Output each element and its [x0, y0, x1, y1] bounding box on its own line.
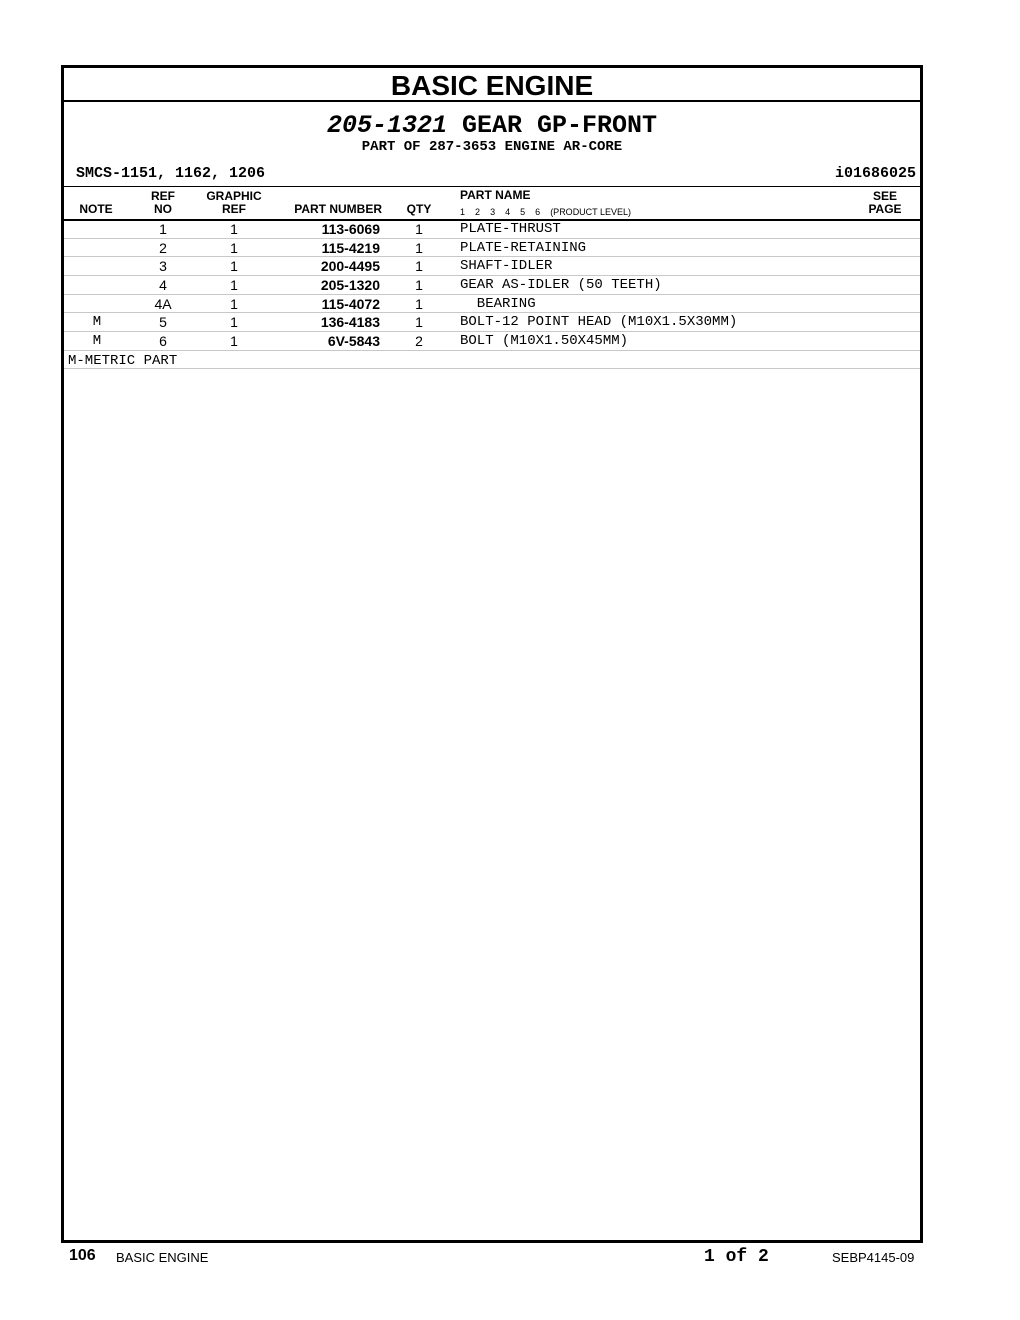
- header-ref-top: REF: [151, 189, 175, 203]
- row-note: M: [92, 314, 102, 331]
- smcs-codes: SMCS-1151, 1162, 1206: [76, 165, 266, 182]
- product-levels: [460, 207, 631, 217]
- row-graphic-ref: 1: [230, 314, 238, 331]
- page-title: BASIC ENGINE: [64, 68, 920, 102]
- row-ref-no: 1: [159, 221, 167, 237]
- level-6: 6: [535, 207, 541, 217]
- document-id: SEBP4145-09: [832, 1250, 915, 1265]
- row-qty: 1: [415, 295, 423, 312]
- level-2: 2: [475, 207, 481, 217]
- sheet-count: 1 of 2: [704, 1247, 769, 1267]
- table-row: [64, 257, 920, 276]
- row-part-name: BOLT (M10X1.50X45MM): [460, 333, 629, 350]
- row-ref-no: 5: [159, 314, 167, 331]
- header-note: NOTE: [79, 202, 113, 216]
- row-ref-no: 6: [159, 333, 167, 350]
- row-ref-no: 4A: [154, 295, 172, 312]
- table-row: [64, 295, 920, 314]
- level-4: 4: [505, 207, 511, 217]
- row-part-number: 200-4495: [320, 258, 380, 275]
- header-see-top: SEE: [872, 189, 897, 203]
- page-footer: [0, 1247, 1020, 1271]
- row-part-number: 115-4219: [321, 239, 380, 256]
- group-heading: [64, 111, 920, 141]
- product-level-label: (PRODUCT LEVEL): [550, 207, 632, 217]
- row-qty: 1: [415, 221, 423, 237]
- table-row: [64, 332, 920, 351]
- table-row: [64, 276, 920, 295]
- note-legend: M-METRIC PART: [68, 352, 178, 369]
- row-note: M: [92, 333, 102, 350]
- row-ref-no: 2: [159, 239, 167, 256]
- row-ref-no: 3: [159, 258, 167, 275]
- header-ref-no: [143, 190, 183, 216]
- row-part-name: BOLT-12 POINT HEAD (M10X1.5X30MM): [460, 314, 738, 331]
- parts-list-frame: [61, 65, 923, 1243]
- row-part-number: 205-1320: [320, 277, 380, 294]
- header-graphic-bottom: REF: [222, 202, 246, 216]
- table-row: [64, 313, 920, 332]
- header-part-name: PART NAME: [460, 188, 531, 202]
- row-graphic-ref: 1: [230, 258, 238, 275]
- row-part-number: 6V-5843: [327, 333, 380, 350]
- row-graphic-ref: 1: [230, 239, 238, 256]
- row-part-name: PLATE-RETAINING: [460, 239, 587, 256]
- level-1: 1: [460, 207, 466, 217]
- row-qty: 1: [415, 239, 423, 256]
- note-legend-row: [64, 351, 920, 369]
- group-name: GEAR GP-FRONT: [462, 111, 658, 140]
- header-graphic-top: GRAPHIC: [206, 189, 262, 203]
- part-of-line: PART OF 287-3653 ENGINE AR-CORE: [361, 139, 623, 155]
- row-graphic-ref: 1: [230, 277, 238, 294]
- row-graphic-ref: 1: [230, 333, 238, 350]
- row-part-name: SHAFT-IDLER: [460, 258, 553, 275]
- group-number: 205-1321: [326, 111, 447, 140]
- table-header: [64, 186, 920, 221]
- row-part-name: PLATE-THRUST: [460, 221, 561, 237]
- row-part-number: 113-6069: [321, 221, 380, 237]
- illustration-id: i01686025: [834, 165, 916, 182]
- header-qty: QTY: [406, 202, 432, 216]
- level-3: 3: [490, 207, 496, 217]
- header-graphic-ref: [199, 190, 269, 216]
- row-part-number: 115-4072: [321, 295, 380, 312]
- parts-table-body: [64, 220, 920, 369]
- header-ref-bottom: NO: [154, 202, 172, 216]
- row-part-name: BEARING: [460, 295, 536, 312]
- row-qty: 1: [415, 258, 423, 275]
- row-qty: 1: [415, 314, 423, 331]
- row-part-name: GEAR AS-IDLER (50 TEETH): [460, 277, 662, 294]
- table-row: [64, 220, 920, 239]
- row-graphic-ref: 1: [230, 221, 238, 237]
- header-see-bottom: PAGE: [868, 202, 902, 216]
- table-row: [64, 239, 920, 258]
- row-qty: 1: [415, 277, 423, 294]
- row-part-number: 136-4183: [320, 314, 380, 331]
- page-number: 106: [69, 1247, 96, 1264]
- row-ref-no: 4: [159, 277, 167, 294]
- row-qty: 2: [415, 333, 423, 350]
- level-5: 5: [520, 207, 526, 217]
- footer-section: BASIC ENGINE: [116, 1250, 209, 1265]
- header-see-page: [860, 190, 910, 216]
- header-part-number: PART NUMBER: [294, 202, 382, 216]
- row-graphic-ref: 1: [230, 295, 238, 312]
